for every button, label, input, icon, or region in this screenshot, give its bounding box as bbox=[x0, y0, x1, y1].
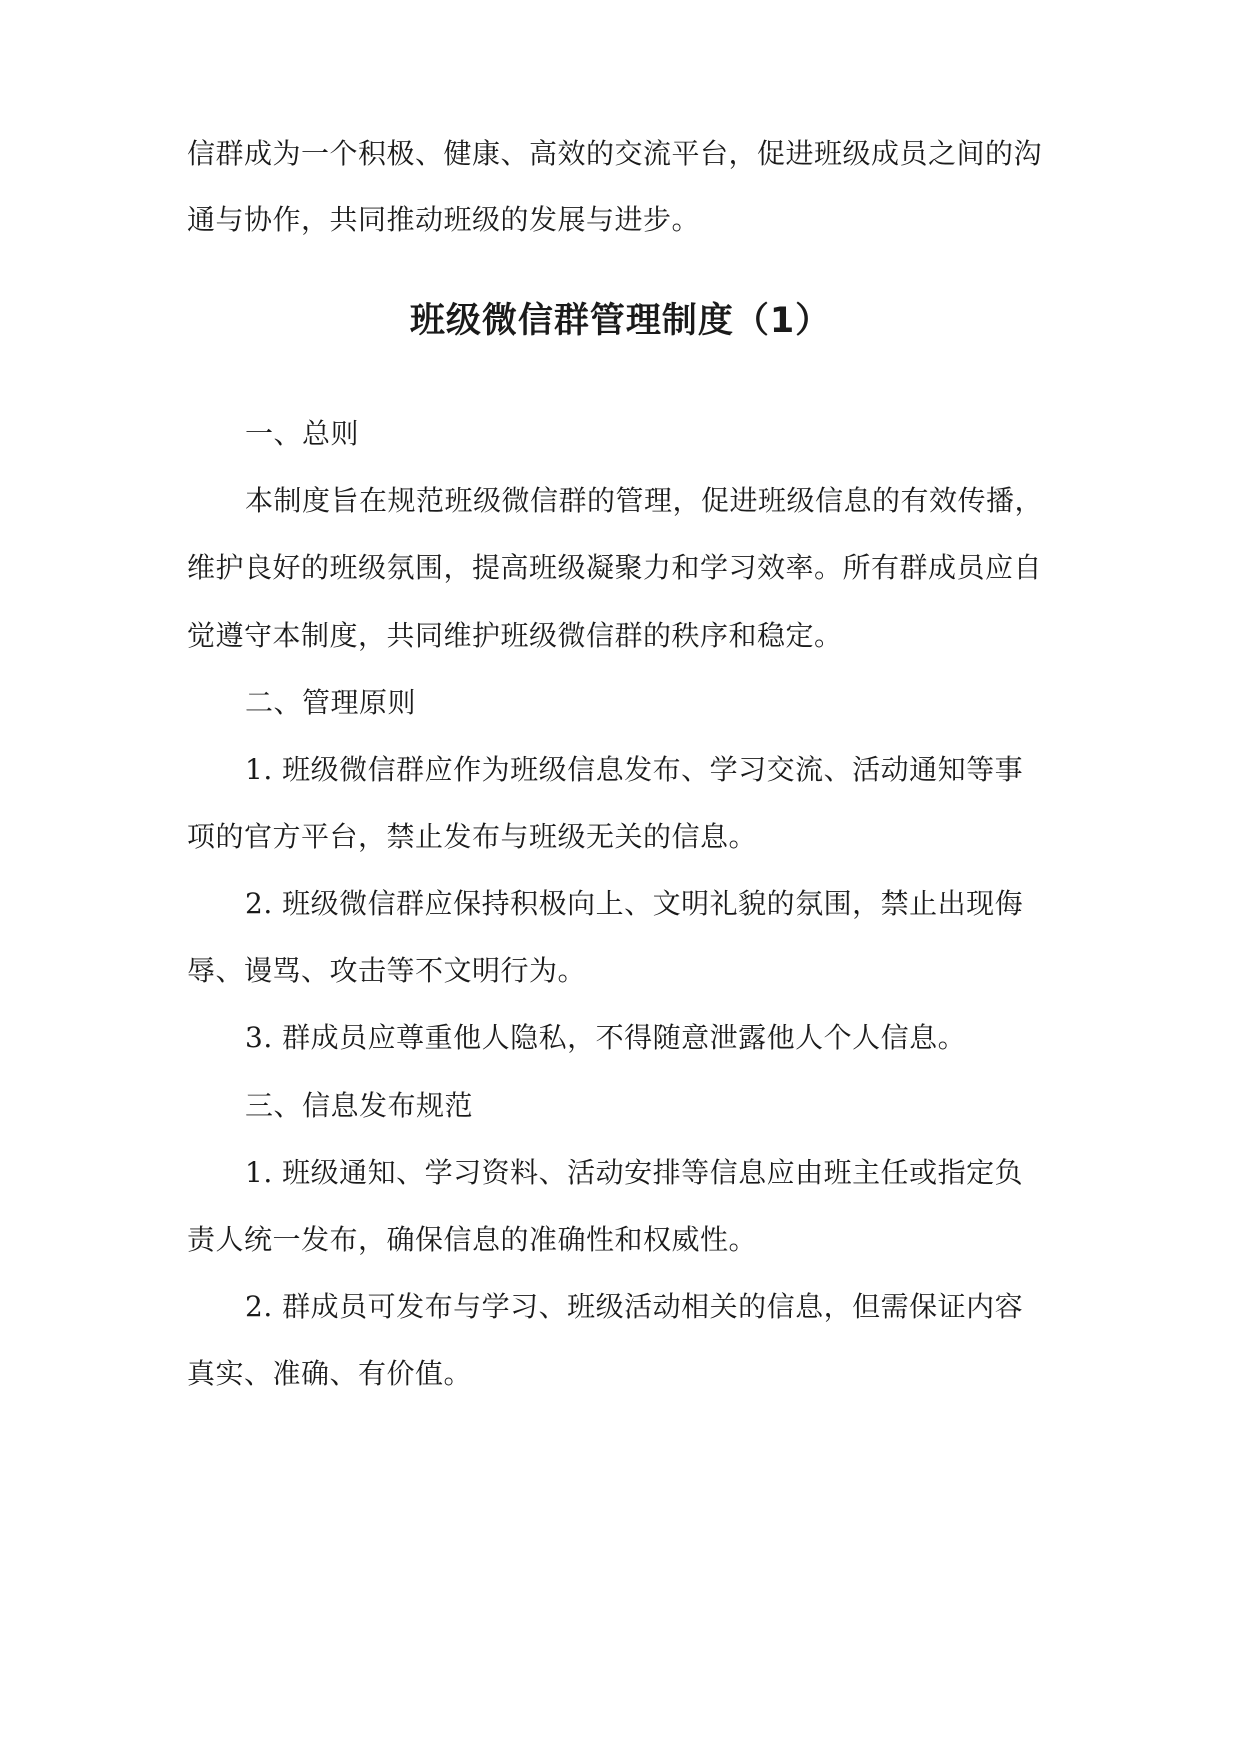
section-2-heading: 二、管理原则 bbox=[245, 686, 417, 719]
section-2-item-3-line-1: 3. 群成员应尊重他人隐私，不得随意泄露他人个人信息。 bbox=[245, 1021, 967, 1054]
section-1-paragraph-line-1: 本制度旨在规范班级微信群的管理，促进班级信息的有效传播， bbox=[245, 484, 1044, 517]
section-2-item-1-line-2: 项的官方平台，禁止发布与班级无关的信息。 bbox=[187, 820, 758, 853]
section-1-paragraph-line-3: 觉遵守本制度，共同维护班级微信群的秩序和稳定。 bbox=[187, 619, 843, 652]
section-1-heading: 一、总则 bbox=[245, 417, 360, 450]
section-1-paragraph-line-2: 维护良好的班级氛围，提高班级凝聚力和学习效率。所有群成员应自 bbox=[187, 551, 1043, 584]
section-3-item-1-line-2: 责人统一发布，确保信息的准确性和权威性。 bbox=[187, 1223, 758, 1256]
section-2-item-2-line-1: 2. 班级微信群应保持积极向上、文明礼貌的氛围，禁止出现侮 bbox=[245, 887, 1024, 920]
section-3-item-2-line-1: 2. 群成员可发布与学习、班级活动相关的信息，但需保证内容 bbox=[245, 1290, 1024, 1323]
section-3-item-1-line-1: 1. 班级通知、学习资料、活动安排等信息应由班主任或指定负 bbox=[245, 1156, 1024, 1189]
section-3-item-2-line-2: 真实、准确、有价值。 bbox=[187, 1357, 473, 1390]
section-2-item-1-line-1: 1. 班级微信群应作为班级信息发布、学习交流、活动通知等事 bbox=[245, 753, 1024, 786]
section-3-heading: 三、信息发布规范 bbox=[245, 1089, 474, 1122]
intro-line-2: 通与协作，共同推动班级的发展与进步。 bbox=[187, 203, 701, 236]
section-2-item-2-line-2: 辱、谩骂、攻击等不文明行为。 bbox=[187, 954, 587, 987]
document-title: 班级微信群管理制度（1） bbox=[409, 301, 832, 341]
intro-line-1: 信群成为一个积极、健康、高效的交流平台，促进班级成员之间的沟 bbox=[187, 137, 1043, 170]
